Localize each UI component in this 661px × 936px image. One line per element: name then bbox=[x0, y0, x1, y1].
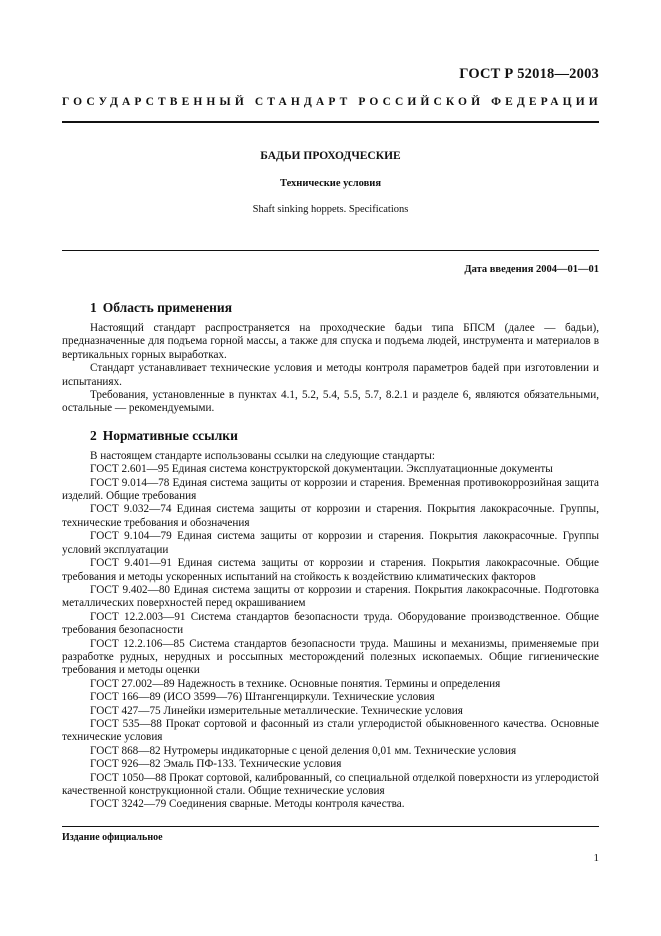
government-standard-title: ГОСУДАРСТВЕННЫЙ СТАНДАРТ РОССИЙСКОЙ ФЕДЕРАЦИИ bbox=[62, 96, 602, 108]
section-1-paragraph: Требования, установленные в пунктах 4.1, 5.2, 5.4, 5.5, 5.7, 8.2.1 и разделе 6, являются обязательными, остальные — рекомендуемыми. bbox=[62, 389, 599, 415]
reference-item: ГОСТ 166—89 (ИСО 3599—76) Штангенциркули. Технические условия bbox=[90, 691, 435, 704]
english-title: Shaft sinking hoppets. Specifications bbox=[252, 204, 409, 215]
section-1-paragraph: Стандарт устанавливает технические условия и методы контроля параметров бадей при изготовлении и испытаниях. bbox=[62, 362, 599, 388]
reference-item: ГОСТ 9.104—79 Единая система защиты от коррозии и старения. Покрытия лакокрасочные. Группы условий эксплуатации bbox=[62, 530, 599, 556]
document-body bbox=[62, 298, 599, 812]
reference-item: ГОСТ 535—88 Прокат сортовой и фасонный из стали углеродистой обыкновенного качества. Основные технические условия bbox=[62, 717, 599, 744]
document-subtitle: Технические условия bbox=[279, 178, 382, 189]
reference-item: ГОСТ 9.014—78 Единая система защиты от коррозии и старения. Временная противокоррозийная защита изделий. Общие требования bbox=[62, 476, 599, 503]
edition-label: Издание официальное bbox=[62, 832, 163, 843]
top-divider bbox=[62, 121, 599, 123]
reference-item: ГОСТ 868—82 Нутромеры индикаторные с ценой деления 0,01 мм. Технические условия bbox=[90, 744, 517, 757]
reference-item: ГОСТ 1050—88 Прокат сортовой, калиброванный, со специальной отделкой поверхности из углеродистой качественной конструкционной стали. Общие технические условия bbox=[62, 771, 599, 797]
introduction-date: Дата введения 2004—01—01 bbox=[464, 264, 599, 275]
page-number: 1 bbox=[593, 852, 599, 864]
reference-item: ГОСТ 3242—79 Соединения сварные. Методы контроля качества. bbox=[90, 798, 405, 811]
reference-item: ГОСТ 427—75 Линейки измерительные металлические. Технические условия bbox=[90, 704, 463, 717]
reference-item: ГОСТ 12.2.106—85 Система стандартов безопасности труда. Машины и механизмы, применяемые при разработке рудных, нерудных и россыпных месторождений полезных ископаемых. Общие гигиенические требования и методы оценки bbox=[62, 637, 599, 677]
reference-item: ГОСТ 9.402—80 Единая система защиты от коррозии и старения. Покрытия лакокрасочные. Подготовка металлических поверхностей перед окрашиванием bbox=[62, 583, 599, 610]
section-2-intro: В настоящем стандарте использованы ссылки на следующие стандарты: bbox=[90, 449, 435, 462]
section-2-heading: 2 Нормативные ссылки bbox=[90, 427, 238, 443]
document-code: ГОСТ Р 52018—2003 bbox=[459, 66, 599, 82]
footer-divider bbox=[62, 826, 599, 827]
section-1-paragraph: Настоящий стандарт распространяется на проходческие бадьи типа БПСМ (далее — бадьи), предназначенные для подъема горной массы, а также для спуска и подъема людей, инструмента и материалов в вертикальных горных выработках. bbox=[62, 322, 599, 361]
reference-item: ГОСТ 9.032—74 Единая система защиты от коррозии и старения. Покрытия лакокрасочные. Группы, технические требования и обозначения bbox=[62, 503, 599, 529]
reference-item: ГОСТ 2.601—95 Единая система конструкторской документации. Эксплуатационные документы bbox=[90, 463, 553, 476]
reference-item: ГОСТ 926—82 Эмаль ПФ-133. Технические условия bbox=[90, 758, 342, 771]
reference-item: ГОСТ 9.401—91 Единая система защиты от коррозии и старения. Покрытия лакокрасочные. Общие требования и методы ускоренных испытаний на стойкость к воздействию климатических факторов bbox=[62, 557, 599, 583]
document-title: БАДЬИ ПРОХОДЧЕСКИЕ bbox=[260, 150, 401, 162]
title-divider bbox=[62, 250, 599, 251]
reference-item: ГОСТ 12.2.003—91 Система стандартов безопасности труда. Оборудование производственное. Общие требования безопасности bbox=[62, 610, 599, 637]
section-1-heading: 1 Область применения bbox=[90, 300, 233, 315]
reference-item: ГОСТ 27.002—89 Надежность в технике. Основные понятия. Термины и определения bbox=[90, 677, 501, 690]
